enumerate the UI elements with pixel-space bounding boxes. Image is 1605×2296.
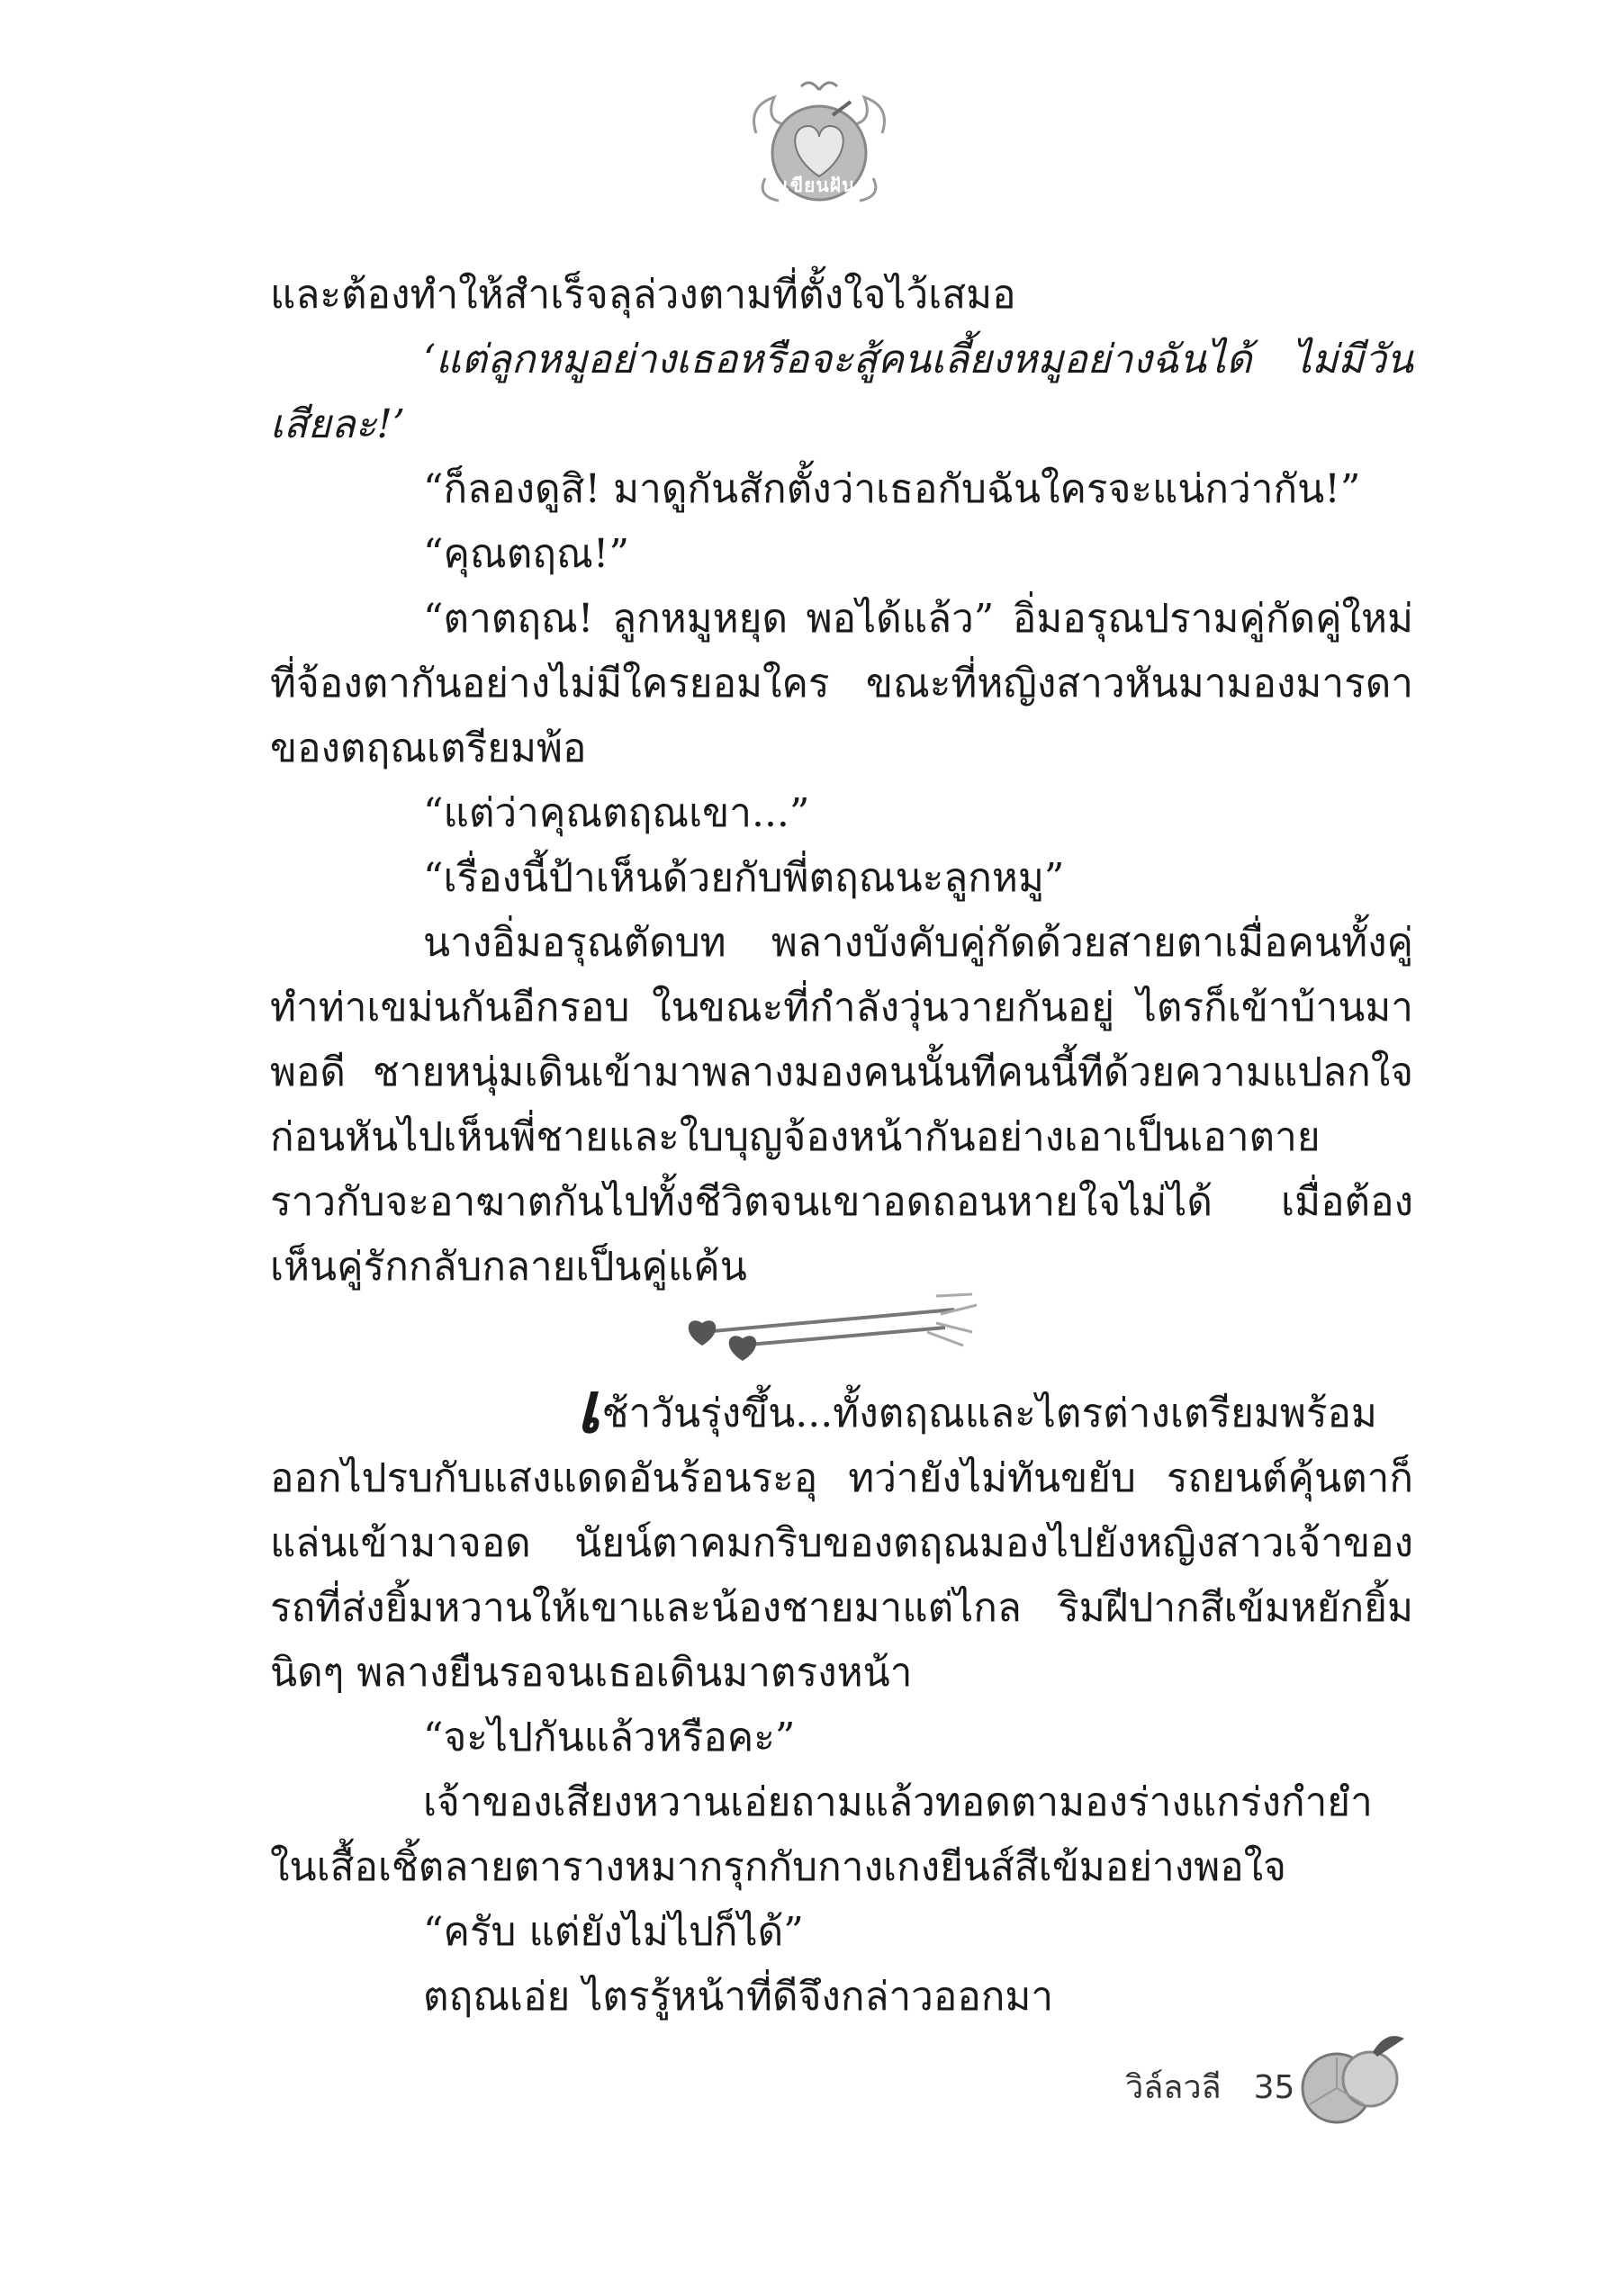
- body-text-bottom: [270, 1367, 1413, 2030]
- paragraph: “ตาตฤณ! ลูกหมูหยุด พอได้แล้ว” อิ่มอรุณปรามคู่กัดคู่ใหม่ที่จ้องตากันอย่างไม่มีใครยอมใคร ขณะที่หญิงสาวหันมามองมารดาของตฤณเตรียมพ้อ: [270, 596, 1413, 771]
- heart-arrows-icon: [666, 1278, 990, 1377]
- page-number: 35: [1253, 2069, 1295, 2106]
- body-text-top: [270, 263, 1413, 1300]
- paragraph: นางอิ่มอรุณตัดบท พลางบังคับคู่กัดด้วยสายตาเมื่อคนทั้งคู่ทำท่าเขม่นกันอีกรอบ ในขณะที่กำลังวุ่นวายกันอยู่ ไตรก็เข้าบ้านมาพอดี ชายหนุ่มเดินเข้ามาพลางมองคนนั้นทีคนนี้ทีด้วยความแปลกใจก่อนหันไปเห็นพี่ชายและใบบุญจ้องหน้ากันอย่างเอาเป็นเอาตายราวกับจะอาฆาตกันไปทั้งชีวิตจนเขาอดถอนหายใจไม่ได้ เมื่อต้องเห็นคู่รักกลับกลายเป็นคู่แค้น: [270, 920, 1413, 1290]
- dialogue-line: “แต่ว่าคุณตฤณเขา...”: [423, 790, 810, 836]
- paragraph: เจ้าของเสียงหวานเอ่ยถามแล้วทอดตามองร่างแกร่งกำยำในเสื้อเชิ้ตลายตารางหมากรุกกับกางเกงยีนส์สีเข้มอย่างพอใจ: [270, 1779, 1373, 1890]
- drop-cap: เ: [576, 1367, 600, 1449]
- dialogue-line: “เรื่องนี้ป้าเห็นด้วยกับพี่ตฤณนะลูกหมู”: [423, 855, 1065, 901]
- paragraph: ตฤณเอ่ย ไตรรู้หน้าที่ดีจึงกล่าวออกมา: [423, 1974, 1054, 2020]
- fruit-icon: [1287, 2025, 1413, 2133]
- author-name: วิล์ลวลี: [1125, 2069, 1222, 2106]
- paragraph: ‘แต่ลูกหมูอย่างเธอหรือจะสู้คนเลี้ยงหมูอย่างฉันได้ ไม่มีวันเสียละ!’: [270, 337, 1413, 447]
- emblem-caption: เขียนฝัน: [782, 175, 856, 196]
- paragraph: และต้องทำให้สำเร็จลุล่วงตามที่ตั้งใจไว้เสมอ: [270, 272, 1016, 318]
- dialogue-line: “คุณตฤณ!”: [423, 531, 629, 577]
- paragraph-text: ช้าวันรุ่งขึ้น...ทั้งตฤณและไตรต่างเตรียมพร้อมออกไปรบกับแสงแดดอันร้อนระอุ ทว่ายังไม่ทันขยับ รถยนต์คุ้นตาก็แล่นเข้ามาจอด นัยน์ตาคมกริบของตฤณมองไปยังหญิงสาวเจ้าของรถที่ส่งยิ้มหวานให้เขาและน้องชายมาแต่ไกล ริมฝีปากสีเข้มหยักยิ้มนิดๆ พลางยืนรอจนเธอเดินมาตรงหน้า: [270, 1391, 1413, 1696]
- page-footer: [1125, 2061, 1294, 2112]
- dialogue-line: “ก็ลองดูสิ! มาดูกันสักตั้งว่าเธอกับฉันใครจะแน่กว่ากัน!”: [423, 466, 1361, 512]
- dialogue-line: “จะไปกันแล้วหรือคะ”: [423, 1715, 796, 1760]
- dialogue-line: “ครับ แต่ยังไม่ไปก็ได้”: [423, 1909, 804, 1955]
- paragraph-with-dropcap: [270, 1367, 1413, 1706]
